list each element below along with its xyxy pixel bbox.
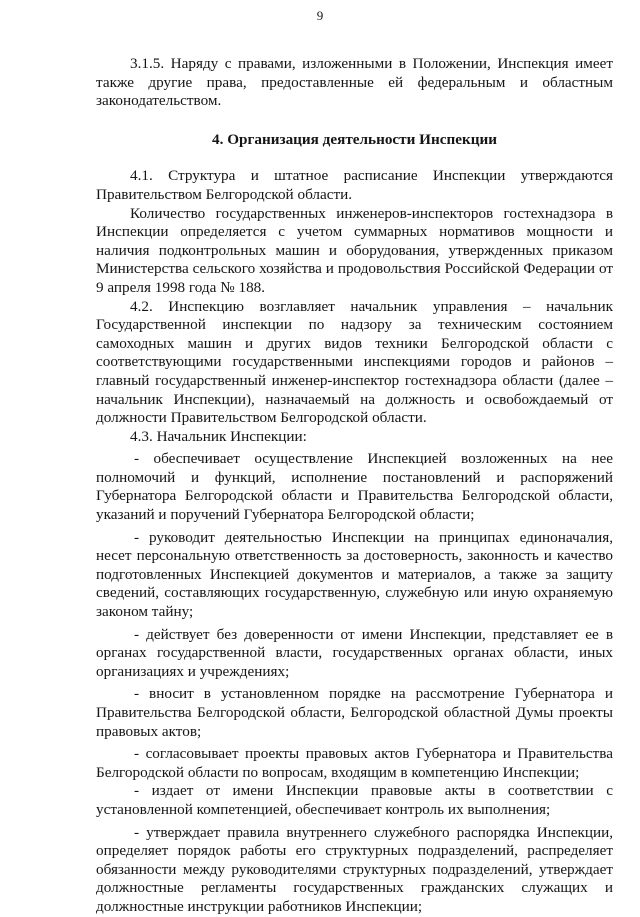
duty-item: - согласовывает проекты правовых актов Губернатора и Правительства Белгородской области по вопросам, входящим в компетенцию Инспекции;: [96, 745, 613, 781]
duty-item: - утверждает правила внутреннего служебного распорядка Инспекции, определяет порядок работы его структурных подразделений, распределяет обязанности между руководителями структурных подразделений, утверждает должностные регламенты государственных гражданских служащих и должностные инструкции работников Инспекции;: [96, 823, 613, 915]
paragraph-4-3: 4.3. Начальник Инспекции:: [130, 427, 307, 445]
document-body: [96, 55, 613, 917]
page-number: 9: [316, 8, 324, 23]
duty-item: - действует без доверенности от имени Инспекции, представляет ее в органах государственной власти, государственных органах области, иных организациях и учреждениях;: [96, 625, 613, 680]
duty-item: - издает от имени Инспекции правовые акты в соответствии с установленной компетенцией, обеспечивает контроль их выполнения;: [96, 782, 613, 818]
paragraph-4-1: 4.1. Структура и штатное расписание Инспекции утверждаются Правительством Белгородской области.: [96, 167, 613, 203]
section-heading: 4. Организация деятельности Инспекции: [212, 130, 497, 148]
duty-item: - руководит деятельностью Инспекции на принципах единоначалия, несет персональную ответственность за достоверность, законность и качество подготовленных Инспекцией документов и материалов, а также за защиту сведений, составляющих государственную, служебную или иную охраняемую законом тайну;: [96, 528, 613, 621]
paragraph-4-2: 4.2. Инспекцию возглавляет начальник управления – начальник Государственной инспекции по надзору за техническим состоянием самоходных машин и других видов техники Белгородской области с соответствующими государственными инспекциями городов и районов – главный государственный инженер-инспектор гостехнадзора области (далее – начальник Инспекции), назначаемый на должность и освобождаемый от должности Правительством Белгородской области.: [96, 297, 613, 427]
duty-item: - вносит в установленном порядке на рассмотрение Губернатора и Правительства Белгородской области, Белгородской областной Думы проекты правовых актов;: [96, 685, 613, 740]
paragraph-3-1-5: 3.1.5. Наряду с правами, изложенными в Положении, Инспекция имеет также другие права, предоставленные ей федеральным и областным законодательством.: [96, 55, 613, 110]
paragraph-inspectors-count: Количество государственных инженеров-инспекторов гостехнадзора в Инспекции определяется с учетом суммарных нормативов мощности и наличия подконтрольных машин и оборудования, утвержденных приказом Министерства сельского хозяйства и продовольствия Российской Федерации от 9 апреля 1998 года № 188.: [96, 204, 613, 296]
duty-item: - обеспечивает осуществление Инспекцией возложенных на нее полномочий и функций, исполнение постановлений и распоряжений Губернатора Белгородской области и Правительства Белгородской области, указаний и поручений Губернатора Белгородской области;: [96, 450, 613, 524]
